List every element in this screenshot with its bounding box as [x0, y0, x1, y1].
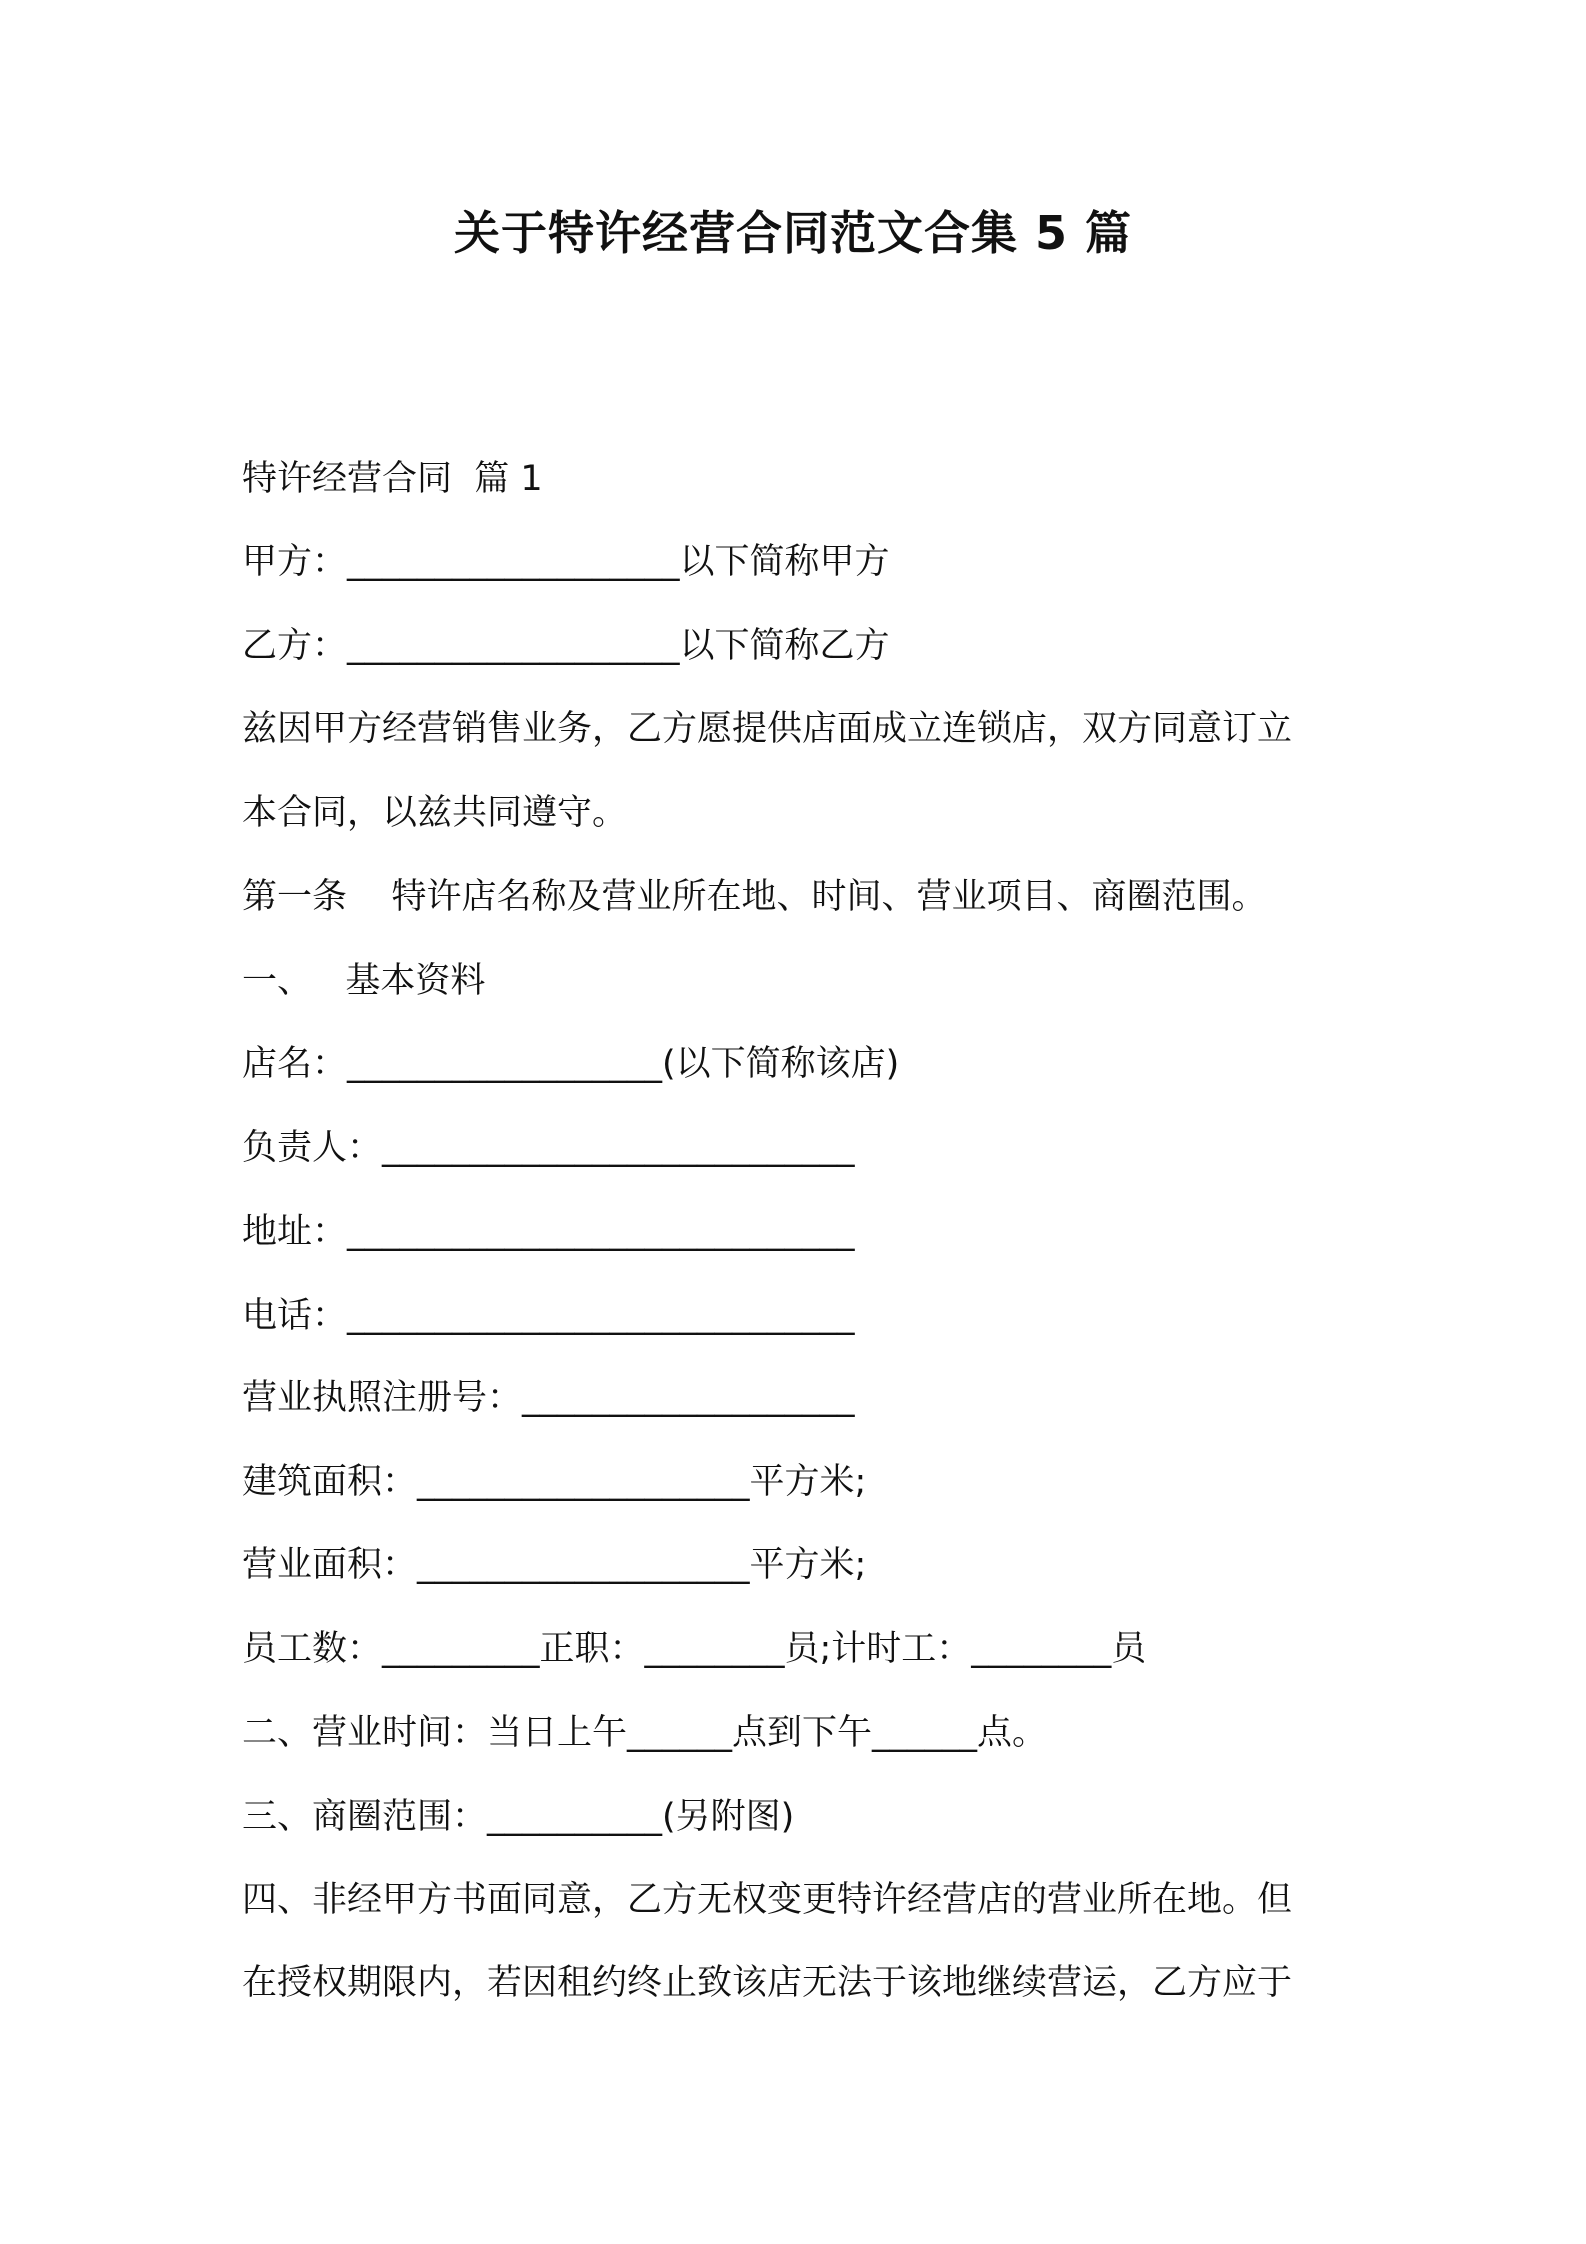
store-name-line: 店名：__________________(以下简称该店)	[242, 1044, 900, 1084]
business-hours-line: 二、营业时间：当日上午______点到下午______点。	[242, 1713, 1048, 1753]
trade-area-line: 三、商圈范围：__________(另附图)	[242, 1797, 795, 1837]
article-heading: 第一条 特许店名称及营业所在地、时间、营业项目、商圈范围。	[242, 877, 1267, 917]
body-paragraph-line: 在授权期限内，若因租约终止致该店无法于该地继续营运，乙方应于	[242, 1963, 1293, 2003]
party-a-line: 甲方：___________________以下简称甲方	[242, 542, 890, 582]
body-paragraph-line: 四、非经甲方书面同意，乙方无权变更特许经营店的营业所在地。但	[242, 1880, 1293, 1920]
address-line: 地址：_____________________________	[242, 1212, 855, 1252]
license-number-line: 营业执照注册号：___________________	[242, 1378, 855, 1418]
business-area-line: 营业面积：___________________平方米;	[242, 1545, 867, 1585]
subsection-heading: 一、 基本资料	[242, 961, 486, 1001]
body-paragraph-line: 本合同，以兹共同遵守。	[242, 793, 628, 833]
manager-line: 负责人：___________________________	[242, 1128, 855, 1168]
document-title: 关于特许经营合同范文合集 5 篇	[453, 206, 1133, 260]
party-b-line: 乙方：___________________以下简称乙方	[242, 626, 890, 666]
body-paragraph-line: 兹因甲方经营销售业务，乙方愿提供店面成立连锁店，双方同意订立	[242, 709, 1293, 749]
building-area-line: 建筑面积：___________________平方米;	[242, 1462, 867, 1502]
staff-count-line: 员工数：_________正职：________员;计时工：________员	[242, 1629, 1147, 1669]
phone-line: 电话：_____________________________	[242, 1296, 855, 1336]
section-heading: 特许经营合同 篇 1	[242, 459, 543, 499]
